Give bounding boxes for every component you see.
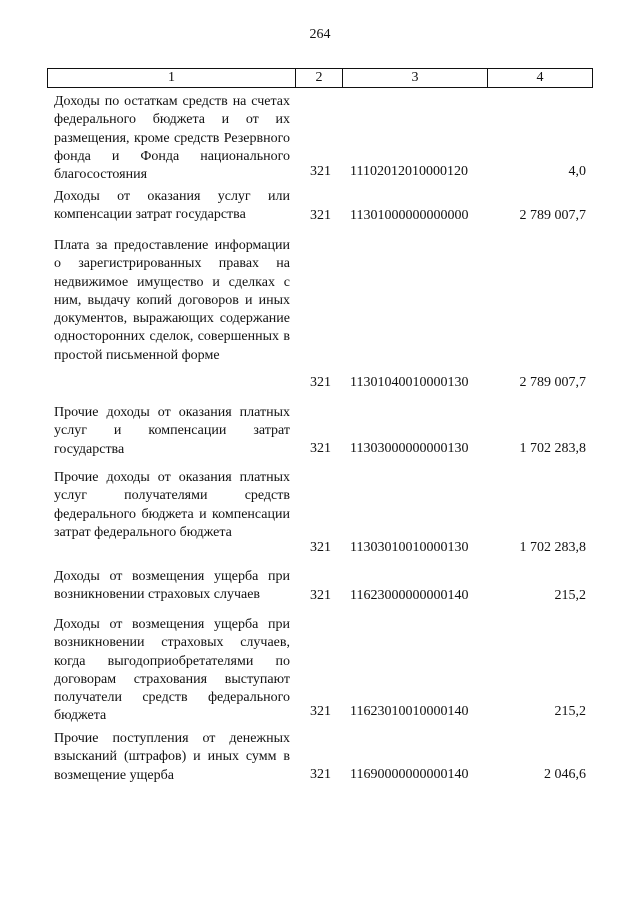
row-amount: 2 789 007,7 bbox=[519, 374, 586, 390]
row-amount: 4,0 bbox=[568, 163, 586, 179]
table-row bbox=[54, 188, 594, 225]
table-row bbox=[54, 730, 594, 784]
row-amount: 215,2 bbox=[554, 587, 586, 603]
row-description: Плата за предоставление информации о зарегистрированных правах на недвижимое имущество и сделках с ним, выдачу копий договоров и иных документов, выражающих содержание односторонних сделок, совершенных в простой письменной форме bbox=[54, 238, 290, 363]
row-description: Прочие доходы от оказания платных услуг получателями средств федерального бюджета и компенсации затрат федерального бюджета bbox=[54, 470, 290, 540]
row-budget-code: 11690000000000140 bbox=[350, 766, 469, 782]
row-amount: 1 702 283,8 bbox=[519, 440, 586, 456]
row-admin-code: 321 bbox=[310, 163, 331, 179]
table-row bbox=[54, 616, 594, 724]
row-amount: 2 789 007,7 bbox=[519, 207, 586, 223]
table-row bbox=[54, 93, 594, 181]
table-header-row bbox=[47, 68, 593, 88]
row-amount: 215,2 bbox=[554, 703, 586, 719]
column-header-4: 4 bbox=[536, 70, 544, 85]
row-description: Прочие доходы от оказания платных услуг и компенсации затрат государства bbox=[54, 405, 290, 457]
row-description: Доходы от оказания услуг или компенсации затрат государства bbox=[54, 189, 290, 223]
row-description: Прочие поступления от денежных взысканий (штрафов) и иных сумм в возмещение ущерба bbox=[54, 731, 290, 783]
row-admin-code: 321 bbox=[310, 766, 331, 782]
row-admin-code: 321 bbox=[310, 374, 331, 390]
row-amount: 1 702 283,8 bbox=[519, 539, 586, 555]
row-budget-code: 11301000000000000 bbox=[350, 207, 469, 223]
column-header-2: 2 bbox=[296, 69, 343, 87]
row-budget-code: 11623000000000140 bbox=[350, 587, 469, 603]
row-admin-code: 321 bbox=[310, 539, 331, 555]
row-description: Доходы от возмещения ущерба при возникновении страховых случаев, когда выгодоприобретателями по договорам страхования выступают получатели средств федерального бюджета bbox=[54, 617, 290, 724]
column-header-1: 1 bbox=[48, 69, 296, 87]
row-amount: 2 046,6 bbox=[544, 766, 586, 782]
page-number: 264 bbox=[309, 27, 331, 42]
row-budget-code: 11102012010000120 bbox=[350, 163, 468, 179]
table-row bbox=[54, 237, 594, 392]
row-admin-code: 321 bbox=[310, 440, 331, 456]
column-header-3: 3 bbox=[343, 69, 488, 87]
row-admin-code: 321 bbox=[310, 703, 331, 719]
row-budget-code: 11623010010000140 bbox=[350, 703, 469, 719]
table-row bbox=[54, 568, 594, 605]
row-admin-code: 321 bbox=[310, 587, 331, 603]
table-row bbox=[54, 404, 594, 458]
row-budget-code: 11303000000000130 bbox=[350, 440, 469, 456]
row-description: Доходы по остаткам средств на счетах федерального бюджета и от их размещения, кроме средств Резервного фонда и Фонда национального благосостояния bbox=[54, 94, 290, 183]
row-budget-code: 11303010010000130 bbox=[350, 539, 469, 555]
table-row bbox=[54, 469, 594, 557]
row-description: Доходы от возмещения ущерба при возникновении страховых случаев bbox=[54, 569, 290, 603]
row-budget-code: 11301040010000130 bbox=[350, 374, 469, 390]
row-admin-code: 321 bbox=[310, 207, 331, 223]
